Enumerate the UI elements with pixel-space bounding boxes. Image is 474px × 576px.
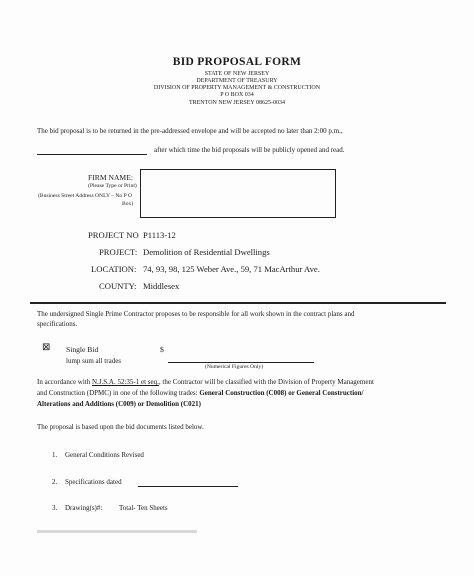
spec-date-line[interactable]: [138, 486, 238, 487]
firm-name-label: FIRM NAME:: [88, 173, 133, 182]
location-value: 74, 93, 98, 125 Weber Ave., 59, 71 MacArthur Ave.: [143, 264, 320, 274]
county-value: Middlesex: [143, 281, 180, 291]
doc-item-3-extra: Total- Ten Sheets: [119, 504, 168, 512]
intro-line-2: after which time the bid proposals will be publicly opened and read.: [154, 146, 345, 154]
firm-name-input-box[interactable]: [140, 169, 336, 218]
section-divider: [30, 302, 446, 304]
single-bid-label: Single Bid: [66, 345, 99, 354]
project-label: PROJECT:: [99, 247, 138, 257]
doc-item-3-number: 3.: [52, 504, 58, 512]
single-bid-checkbox-icon[interactable]: ⊠: [42, 342, 51, 353]
documents-intro: The proposal is based upon the bid documents listed below.: [37, 423, 204, 431]
header-line-department: DEPARTMENT OF TREASURY: [196, 78, 278, 84]
doc-item-2-text: Specifications dated: [65, 478, 122, 486]
dollar-sign: $: [160, 345, 164, 354]
doc-item-1-number: 1.: [52, 451, 58, 459]
statute-reference: N.J.S.A. 52:35-1 et seq.: [92, 378, 159, 386]
firm-note-box: Box): [122, 201, 134, 207]
location-label: LOCATION:: [91, 264, 137, 274]
cut-off-text: [37, 530, 197, 533]
firm-note-type: (Please Type or Print): [88, 183, 137, 189]
firm-note-address: (Business Street Address ONLY – No P O: [38, 193, 132, 199]
bid-date-line[interactable]: [37, 154, 147, 155]
header-line-city: TRENTON NEW JERSEY 08625-0034: [188, 100, 286, 106]
contractor-line-1: The undersigned Single Prime Contractor proposes to be responsible for all work shown in the contract plans and: [37, 310, 355, 318]
classification-line2-prefix: and Construction (DPMC) in one of the following trades:: [37, 389, 200, 397]
header-line-division: DIVISION OF PROPERTY MANAGEMENT & CONSTRUCTION: [153, 85, 321, 91]
bid-amount-line[interactable]: [168, 362, 314, 363]
doc-item-3-text: Drawing(s)#:: [65, 504, 103, 512]
lump-sum-label: lump sum all trades: [66, 357, 122, 365]
classification-prefix: In accordance with: [37, 378, 92, 386]
project-no-label: PROJECT NO: [88, 230, 139, 240]
classification-rest: , the Contractor will be classified with the Division of Property Management: [158, 378, 374, 386]
numerical-figures-note: (Numerical Figures Only): [205, 364, 264, 370]
header-line-state: STATE OF NEW JERSEY: [204, 71, 270, 77]
contractor-line-2: specifications.: [37, 320, 78, 328]
project-no-value: P1113-12: [143, 230, 176, 240]
trades-alterations-demolition: Alterations and Additions (C009) or Demolition (C021): [37, 400, 201, 408]
doc-item-2-number: 2.: [52, 478, 58, 486]
doc-item-1-text: General Conditions Revised: [65, 451, 144, 459]
project-value: Demolition of Residential Dwellings: [143, 247, 270, 257]
intro-line-1: The bid proposal is to be returned in the pre-addressed envelope and will be accepted no later than 2:00 p.m.,: [37, 127, 343, 135]
trades-general-construction: General Construction (C008) or General Construction/: [199, 389, 364, 397]
header-line-pobox: P O BOX 034: [220, 92, 254, 98]
county-label: COUNTY:: [99, 281, 137, 291]
form-title: BID PROPOSAL FORM: [172, 56, 302, 68]
